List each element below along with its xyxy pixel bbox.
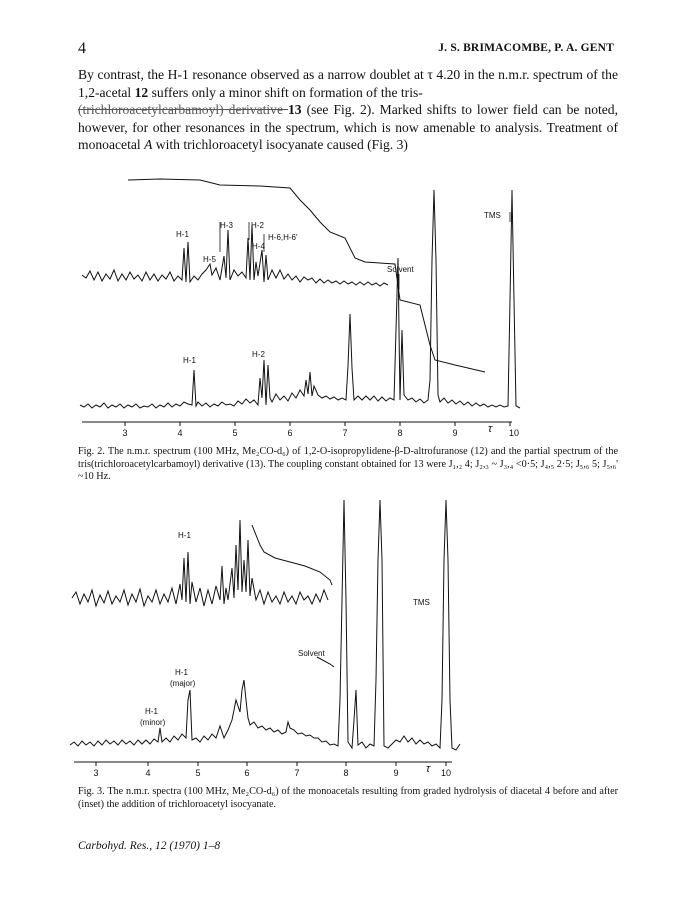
figure-2-caption: Fig. 2. The n.m.r. spectrum (100 MHz, Me₂CO-d₆) of 1,2-O-isopropylidene-β-D-altrofuranose (12) and the partial spectrum of the tris(trichloroacetylcarbamoyl) derivative (13). The coupling constant obtained for 13 were J₁,₂ 4; J₂,₃ ~ J₃,₄ <0·5; J₄,₅ 2·5; J₅,₆ 5; J₅,₆' ~10 Hz. — [78, 446, 618, 482]
compound-a: A — [144, 137, 153, 152]
fig2-h1-top-label: H-1 — [176, 230, 189, 239]
fig3-h1-minor-label: H-1 — [145, 707, 158, 716]
fig3-tick-label: 8 — [343, 768, 349, 778]
fig3-tick-label: 6 — [244, 768, 250, 778]
fig3-tick-label: 5 — [195, 768, 201, 778]
fig3-tau-symbol: τ — [425, 763, 431, 775]
figure-3-caption: Fig. 3. The n.m.r. spectra (100 MHz, Me₂CO-d₆) of the monoacetals resulting from graded hydrolysis of diacetal 4 before and after (inset) the addition of trichloroacetyl isocyanate. — [78, 786, 618, 810]
fig2-tms-label: TMS — [484, 211, 501, 220]
compound-13: 13 — [288, 102, 302, 117]
fig2-h4-label: H-4 — [252, 242, 265, 251]
fig2-solvent-label: Solvent — [387, 265, 414, 274]
fig2-main-trace — [80, 190, 520, 408]
struck-text: (trichloroacetylcarbamoyl) derivative — [78, 102, 288, 117]
fig2-inset-trace — [82, 225, 388, 286]
fig2-h1-bottom-label: H-1 — [183, 356, 196, 365]
fig2-tick-label: 7 — [342, 428, 348, 438]
figure-2-spectrum — [0, 160, 676, 442]
fig2-h2-top-label: H-2 — [251, 221, 264, 230]
body-text-3: (see Fig. 2). Marked shifts to lower field can be noted, however, for other resonances in the spectrum, which is now amenable to analysis. Treatment of monoacetal — [78, 102, 619, 152]
fig2-tick-label: 6 — [287, 428, 293, 438]
compound-12: 12 — [134, 84, 149, 100]
fig2-tick-label: 9 — [452, 428, 458, 438]
figure-3-spectrum — [0, 490, 676, 780]
body-paragraph — [78, 66, 618, 154]
fig3-tick-label: 10 — [440, 768, 452, 778]
fig3-solvent-label: Solvent — [298, 649, 325, 658]
fig3-tms-label: TMS — [413, 598, 430, 607]
fig3-major-label: (major) — [170, 679, 196, 688]
body-text-2: suffers only a minor shift on formation of the tris- — [148, 84, 423, 100]
fig3-tick-label: 4 — [145, 768, 151, 778]
fig2-tick-label: 5 — [232, 428, 238, 438]
running-head: J. S. BRIMACOMBE, P. A. GENT — [438, 42, 614, 54]
fig2-tick-label: 10 — [508, 428, 520, 438]
fig3-tick-label: 7 — [294, 768, 300, 778]
fig3-inset-trace — [72, 520, 328, 606]
fig2-h6-label: H-6,H-6' — [268, 233, 298, 242]
fig3-tick-label: 9 — [393, 768, 399, 778]
fig2-tau-symbol: τ — [487, 423, 493, 435]
body-text-4: with trichloroacetyl isocyanate caused (Fig. 3) — [152, 137, 408, 152]
fig3-minor-label: (minor) — [140, 718, 166, 727]
fig2-h5-label: H-5 — [203, 255, 216, 264]
fig3-h1-inset-label: H-1 — [178, 531, 191, 540]
page-number: 4 — [78, 40, 86, 57]
fig2-tick-label: 3 — [122, 428, 128, 438]
fig3-main-trace — [70, 500, 460, 750]
body-text-1: By contrast, the H-1 resonance observed as a narrow doublet at τ 4.20 in the n.m.r. spectrum of the 1,2-acetal — [78, 67, 618, 100]
fig2-h2-bottom-label: H-2 — [252, 350, 265, 359]
fig2-h3-label: H-3 — [220, 221, 233, 230]
fig3-inset-integration — [252, 525, 332, 585]
fig3-h1-major-label: H-1 — [175, 668, 188, 677]
journal-reference: Carbohyd. Res., 12 (1970) 1–8 — [78, 840, 221, 852]
fig2-tick-label: 4 — [177, 428, 183, 438]
fig2-tick-label: 8 — [397, 428, 403, 438]
fig3-tick-label: 3 — [93, 768, 99, 778]
